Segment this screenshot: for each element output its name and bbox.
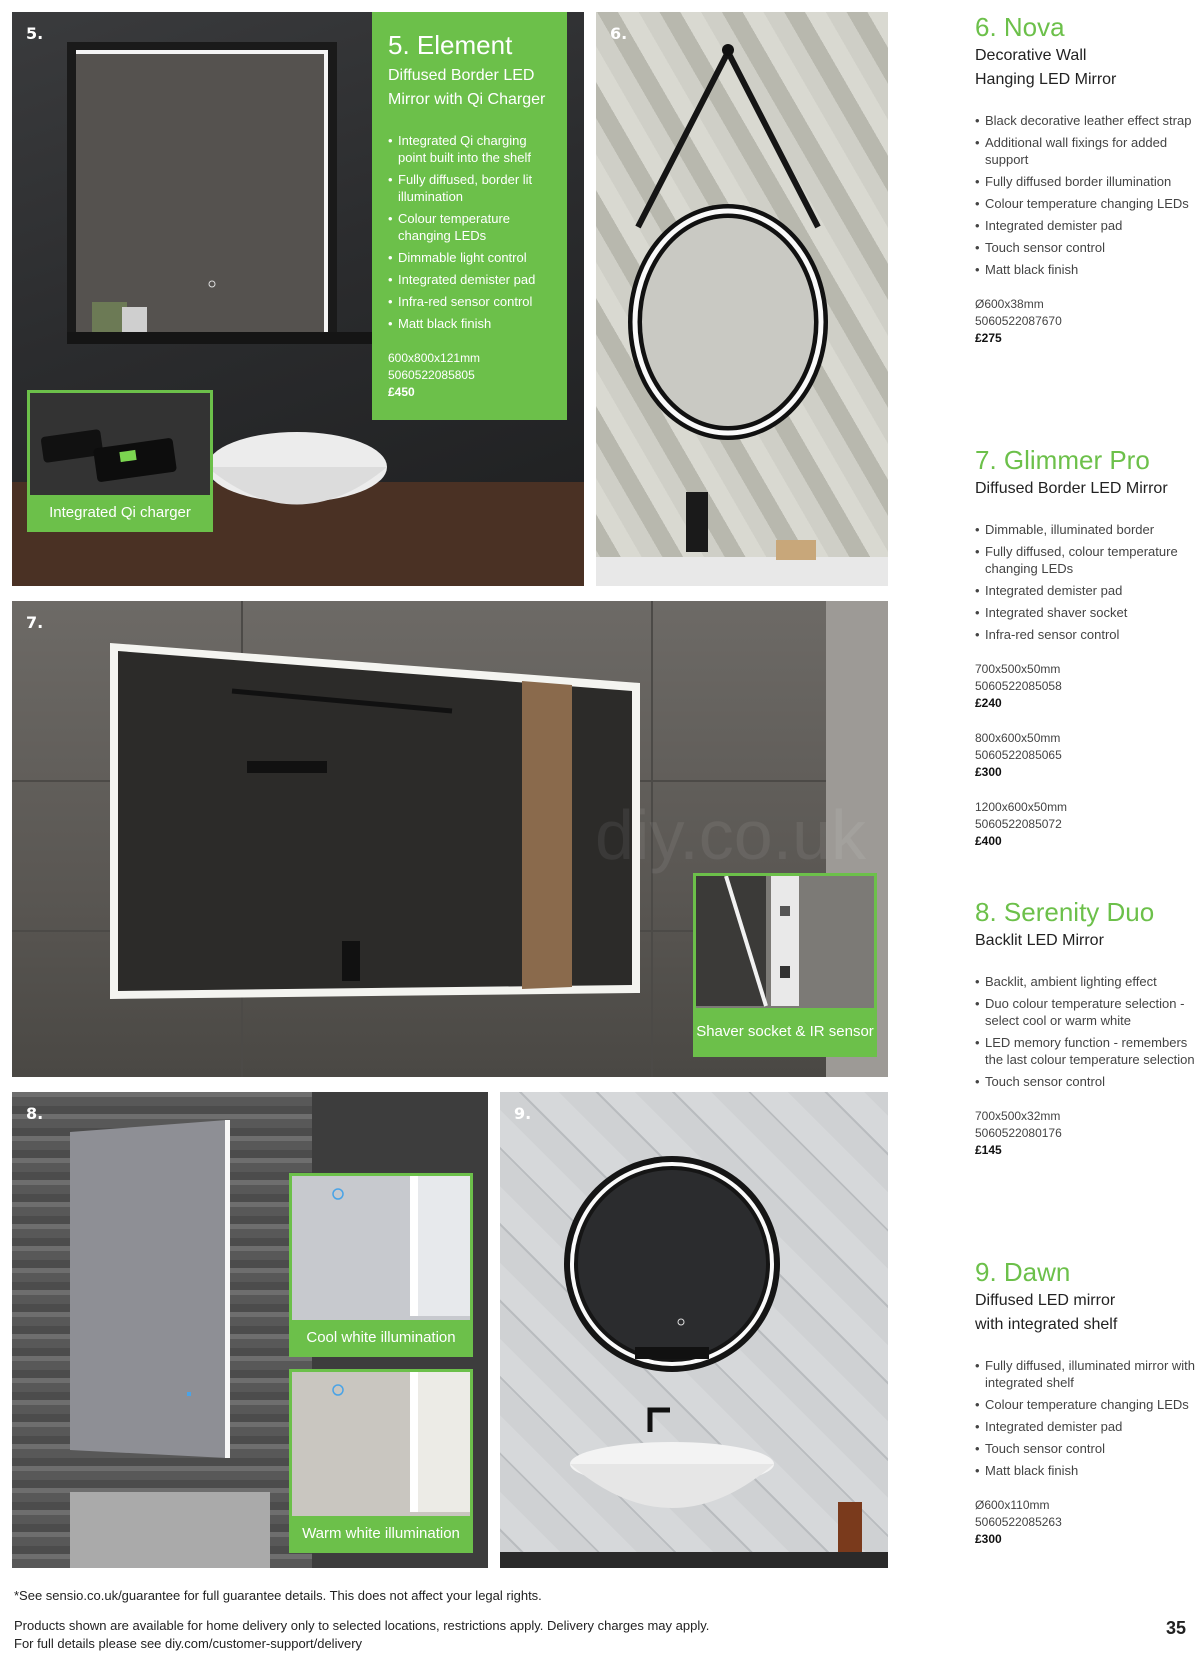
product-5-feature: • Dimmable light control bbox=[388, 249, 551, 266]
product-5-code: 5060522085805 bbox=[388, 368, 475, 382]
product-8-size: 700x500x32mm bbox=[975, 1109, 1061, 1123]
warm-white-caption: Warm white illumination bbox=[292, 1516, 470, 1550]
nova-mirror-illustration bbox=[596, 12, 888, 586]
product-6-subtitle: Decorative Wall Hanging LED Mirror bbox=[975, 47, 1117, 88]
product-9-feature: • Matt black finish bbox=[975, 1462, 1195, 1479]
product-6-code: 5060522087670 bbox=[975, 314, 1062, 328]
product-9-feature: • Colour temperature changing LEDs bbox=[975, 1396, 1195, 1413]
product-6-feature: • Integrated demister pad bbox=[975, 217, 1195, 234]
product-9-price: £300 bbox=[975, 1532, 1002, 1546]
product-6-features bbox=[975, 112, 1195, 278]
product-6-feature: • Matt black finish bbox=[975, 261, 1195, 278]
product-9-spec bbox=[975, 1497, 1195, 1548]
delivery-note-2: For full details please see diy.com/customer-support/delivery bbox=[14, 1636, 363, 1651]
product-7-details bbox=[975, 445, 1195, 850]
product-7-spec-1 bbox=[975, 661, 1195, 712]
product-8-feature: • Duo colour temperature selection - select cool or warm white bbox=[975, 995, 1195, 1029]
product-7-title: 7. Glimmer Pro bbox=[975, 445, 1150, 475]
product-8-spec bbox=[975, 1108, 1195, 1159]
qi-charger-caption: Integrated Qi charger bbox=[30, 495, 210, 529]
product-7-spec-2 bbox=[975, 730, 1195, 781]
product-8-features bbox=[975, 973, 1195, 1090]
dawn-mirror-illustration bbox=[500, 1092, 888, 1568]
qi-charger-inset bbox=[27, 390, 213, 532]
product-7-code: 5060522085065 bbox=[975, 748, 1062, 762]
product-7-spec-3 bbox=[975, 799, 1195, 850]
product-8-title: 8. Serenity Duo bbox=[975, 897, 1155, 927]
product-5-number: 5. bbox=[26, 24, 44, 43]
product-7-price: £400 bbox=[975, 834, 1002, 848]
product-7-price: £300 bbox=[975, 765, 1002, 779]
product-9-details bbox=[975, 1257, 1195, 1548]
product-5-title: 5. Element bbox=[388, 30, 513, 60]
product-9-size: Ø600x110mm bbox=[975, 1498, 1050, 1512]
product-8-feature: • Backlit, ambient lighting effect bbox=[975, 973, 1195, 990]
product-8-number: 8. bbox=[26, 1104, 44, 1123]
product-5-feature: • Matt black finish bbox=[388, 315, 551, 332]
product-5-spec bbox=[388, 350, 551, 401]
shaver-socket-inset bbox=[693, 873, 877, 1057]
cool-white-caption: Cool white illumination bbox=[292, 1320, 470, 1354]
product-8-price: £145 bbox=[975, 1143, 1002, 1157]
product-7-size: 1200x600x50mm bbox=[975, 800, 1068, 814]
product-5-feature: • Integrated demister pad bbox=[388, 271, 551, 288]
product-9-feature: • Integrated demister pad bbox=[975, 1418, 1195, 1435]
product-7-code: 5060522085058 bbox=[975, 679, 1062, 693]
product-5-size: 600x800x121mm bbox=[388, 351, 481, 365]
product-6-photo bbox=[596, 12, 888, 586]
cool-white-inset bbox=[289, 1173, 473, 1357]
product-7-subtitle: Diffused Border LED Mirror bbox=[975, 480, 1168, 497]
product-7-features bbox=[975, 521, 1195, 643]
delivery-note-1: Products shown are available for home delivery only to selected locations, restrictions apply. Delivery charges may apply. bbox=[14, 1618, 710, 1633]
product-6-number: 6. bbox=[610, 24, 628, 43]
product-9-code: 5060522085263 bbox=[975, 1515, 1062, 1529]
product-7-feature: • Infra-red sensor control bbox=[975, 626, 1195, 643]
product-6-feature: • Touch sensor control bbox=[975, 239, 1195, 256]
product-9-feature: • Fully diffused, illuminated mirror with integrated shelf bbox=[975, 1357, 1195, 1391]
product-8-feature: • Touch sensor control bbox=[975, 1073, 1195, 1090]
product-8-details bbox=[975, 897, 1195, 1159]
product-7-price: £240 bbox=[975, 696, 1002, 710]
warm-white-inset bbox=[289, 1369, 473, 1553]
product-7-code: 5060522085072 bbox=[975, 817, 1062, 831]
product-5-info-panel bbox=[372, 12, 567, 420]
shaver-socket-caption: Shaver socket & IR sensor bbox=[696, 1008, 874, 1054]
product-9-title: 9. Dawn bbox=[975, 1257, 1071, 1287]
product-5-feature: • Integrated Qi charging point built into the shelf bbox=[388, 132, 551, 166]
product-9-number: 9. bbox=[514, 1104, 532, 1123]
product-6-feature: • Colour temperature changing LEDs bbox=[975, 195, 1195, 212]
product-9-feature: • Touch sensor control bbox=[975, 1440, 1195, 1457]
product-5-price: £450 bbox=[388, 385, 415, 399]
guarantee-note: *See sensio.co.uk/guarantee for full guarantee details. This does not affect your legal rights. bbox=[14, 1588, 542, 1603]
product-5-subtitle: Diffused Border LED Mirror with Qi Charger bbox=[388, 67, 546, 108]
product-5-feature: • Colour temperature changing LEDs bbox=[388, 210, 551, 244]
product-7-number: 7. bbox=[26, 613, 44, 632]
product-9-photo bbox=[500, 1092, 888, 1568]
product-6-price: £275 bbox=[975, 331, 1002, 345]
product-7-size: 800x600x50mm bbox=[975, 731, 1061, 745]
page-number: 35 bbox=[1165, 1618, 1186, 1638]
product-7-size: 700x500x50mm bbox=[975, 662, 1061, 676]
product-6-title: 6. Nova bbox=[975, 12, 1065, 42]
product-8-feature: • LED memory function - remembers the last colour temperature selection bbox=[975, 1034, 1195, 1068]
product-6-details bbox=[975, 12, 1195, 347]
product-9-subtitle: Diffused LED mirror with integrated shelf bbox=[975, 1292, 1118, 1333]
product-7-feature: • Integrated demister pad bbox=[975, 582, 1195, 599]
product-7-feature: • Fully diffused, colour temperature changing LEDs bbox=[975, 543, 1195, 577]
product-6-feature: • Additional wall fixings for added support bbox=[975, 134, 1195, 168]
product-6-feature: • Fully diffused border illumination bbox=[975, 173, 1195, 190]
watermark: diy.co.uk bbox=[595, 796, 867, 874]
product-9-features bbox=[975, 1357, 1195, 1479]
product-6-feature: • Black decorative leather effect strap bbox=[975, 112, 1195, 129]
product-6-size: Ø600x38mm bbox=[975, 297, 1044, 311]
product-7-feature: • Integrated shaver socket bbox=[975, 604, 1195, 621]
product-7-feature: • Dimmable, illuminated border bbox=[975, 521, 1195, 538]
product-5-features bbox=[388, 132, 551, 332]
product-5-feature: • Fully diffused, border lit illumination bbox=[388, 171, 551, 205]
product-8-subtitle: Backlit LED Mirror bbox=[975, 932, 1104, 949]
product-8-code: 5060522080176 bbox=[975, 1126, 1062, 1140]
product-5-feature: • Infra-red sensor control bbox=[388, 293, 551, 310]
product-6-spec bbox=[975, 296, 1195, 347]
